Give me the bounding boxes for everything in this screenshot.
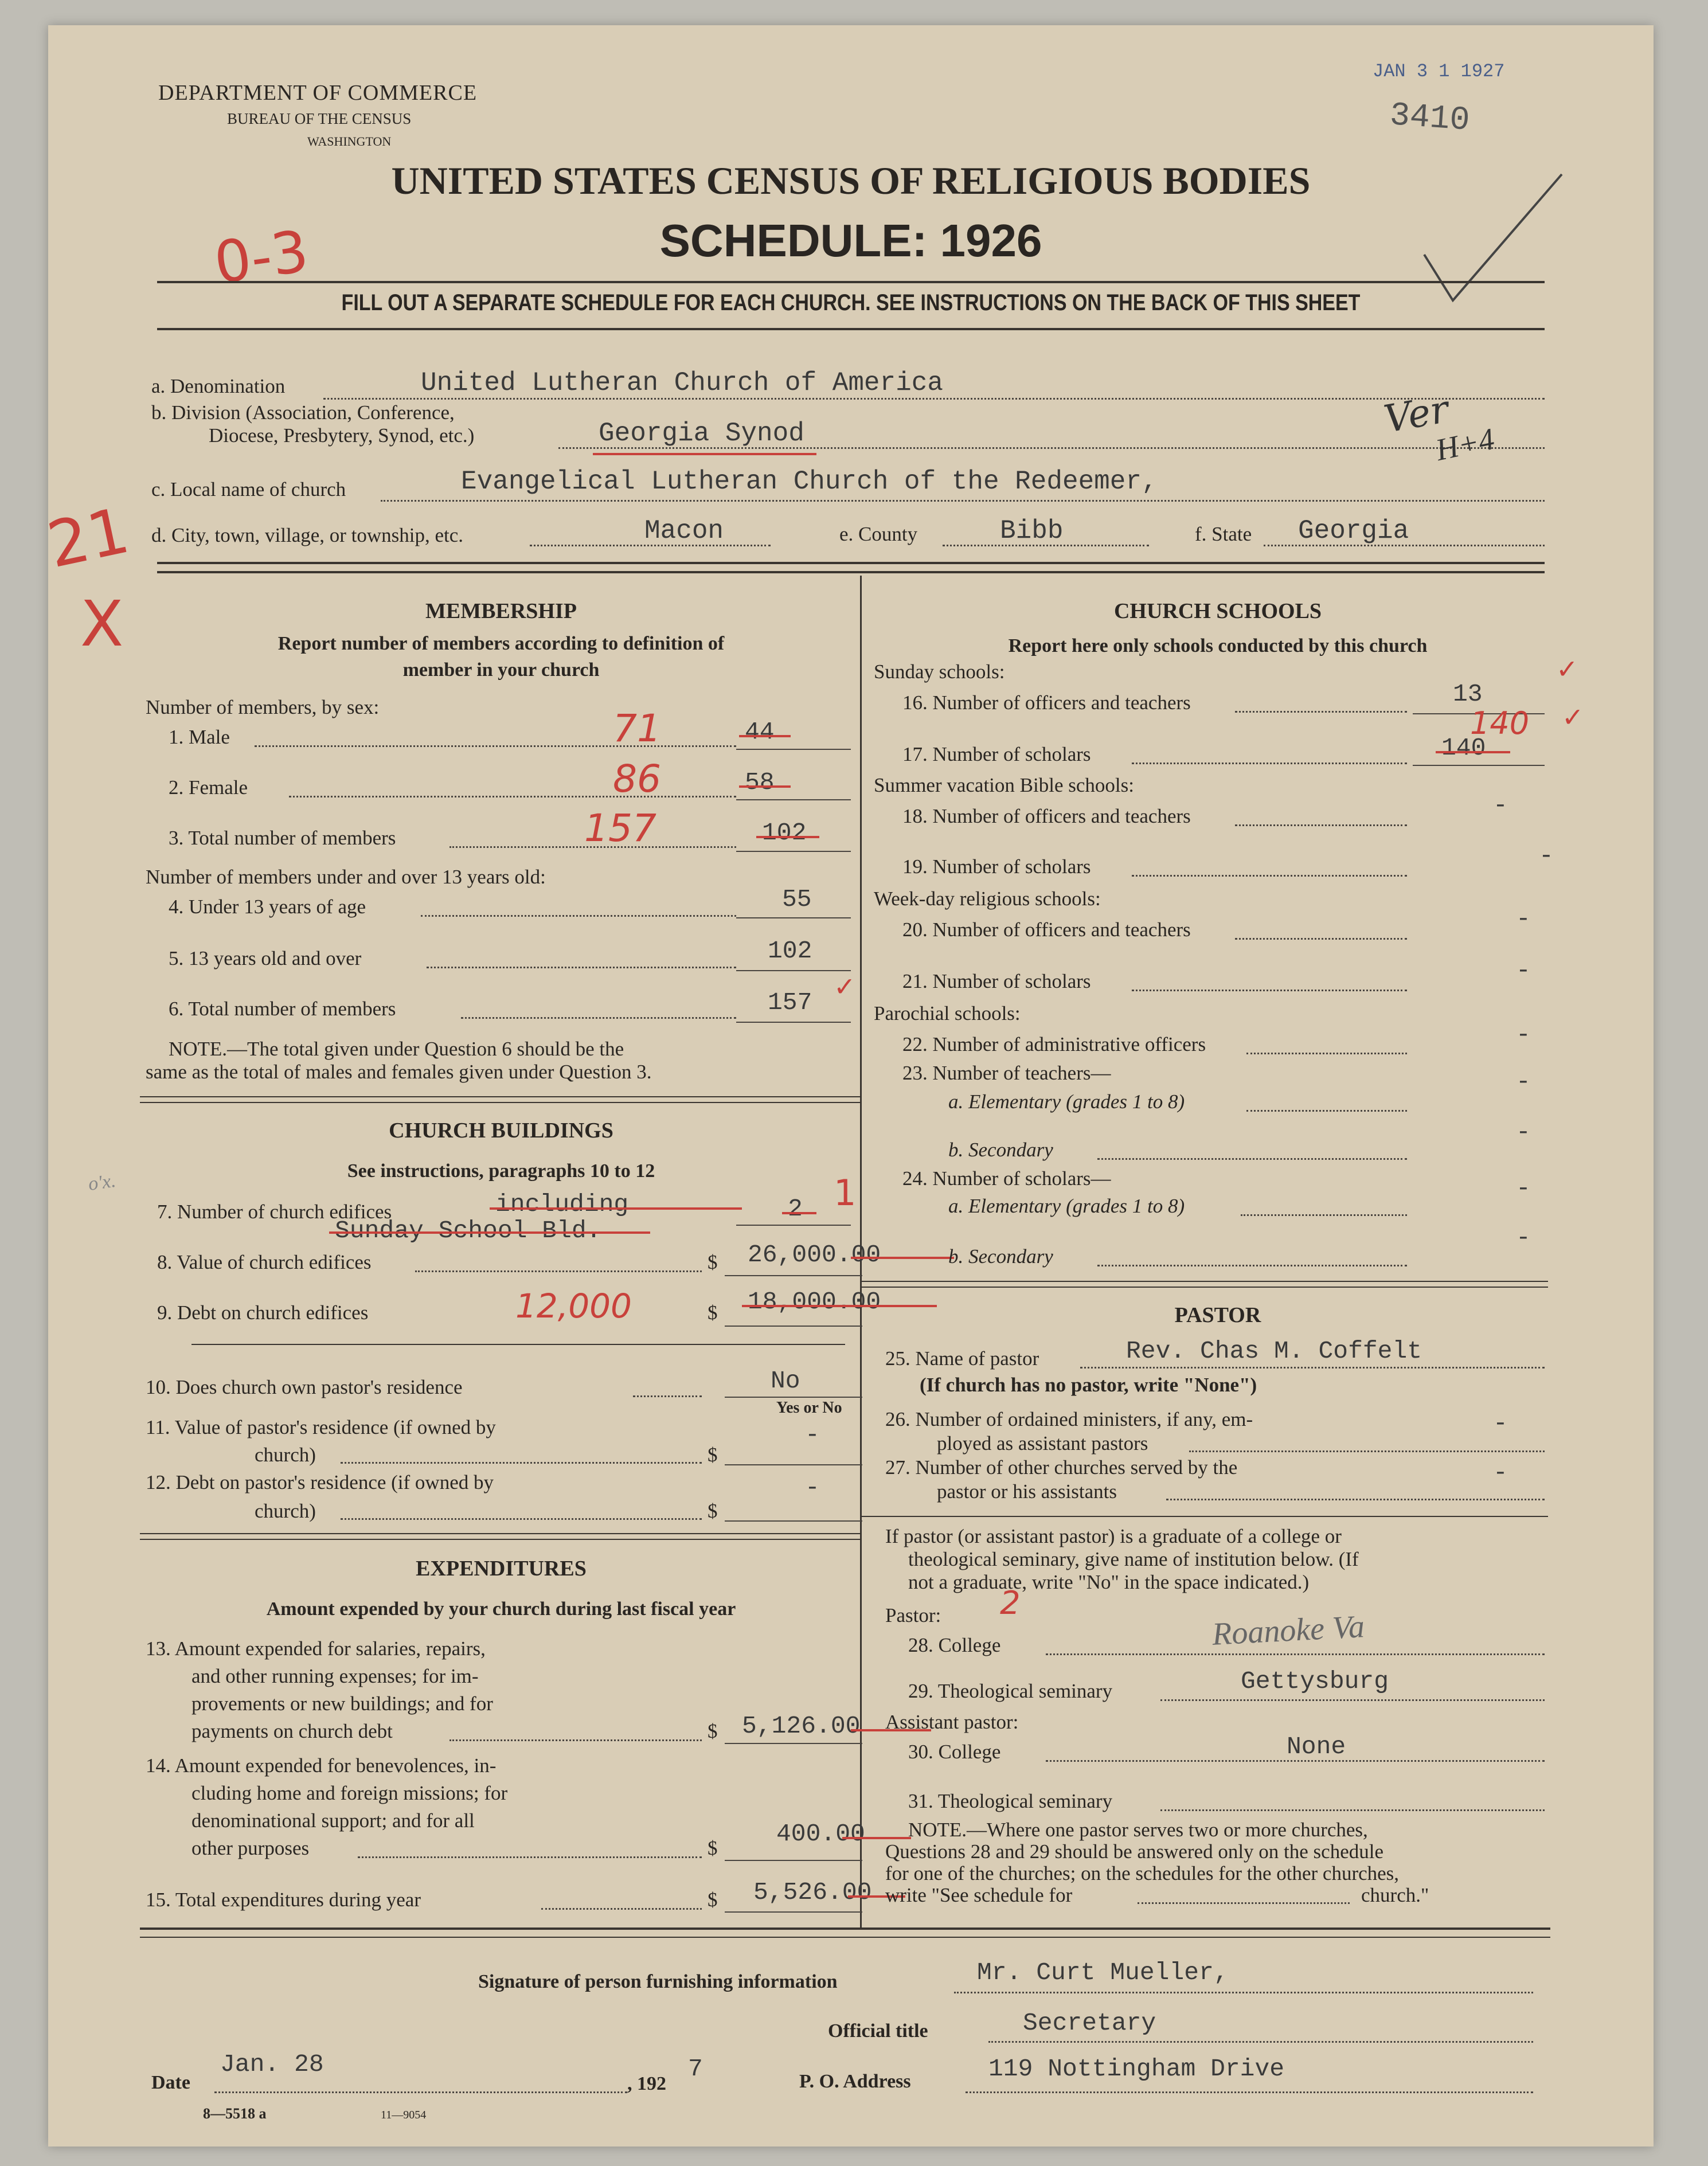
q26-label-1: 26. Number of ordained ministers, if any, em- <box>885 1408 1253 1430</box>
edifice-debt-dollar: $ <box>708 1301 718 1324</box>
male-hand-value: 71 <box>613 706 661 750</box>
q24b-label: b. Secondary <box>948 1245 1053 1268</box>
file-number-stamp: 3410 <box>1388 97 1471 140</box>
q14-value: 400.00 <box>776 1820 865 1848</box>
q18-label: 18. Number of officers and teachers <box>902 805 1191 827</box>
under-13-value: 55 <box>782 885 812 913</box>
q27-label-1: 27. Number of other churches served by the <box>885 1456 1238 1479</box>
city-label: d. City, town, village, or township, etc. <box>151 524 464 546</box>
year-label: , 192 <box>627 2073 666 2094</box>
church-edifices-label: 7. Number of church edifices <box>157 1201 392 1223</box>
q24-label: 24. Number of scholars— <box>902 1167 1111 1190</box>
residence-debt-label-2: church) <box>255 1500 316 1522</box>
assistant-pastor-label: Assistant pastor: <box>885 1711 1019 1733</box>
edifice-value-dollar: $ <box>708 1251 718 1273</box>
edifice-value-value: 26,000.00 <box>748 1241 881 1269</box>
membership-instruction-1: Report number of members according to definition of <box>277 633 725 654</box>
male-label: 1. Male <box>169 726 230 748</box>
margin-ox-note: o'x. <box>87 1170 118 1195</box>
official-title-value: Secretary <box>1023 2009 1156 2037</box>
local-name-value: Evangelical Lutheran Church of the Redeemer, <box>461 467 1158 496</box>
local-name-label: c. Local name of church <box>151 478 346 501</box>
pastor-seminary-label: 29. Theological seminary <box>908 1680 1113 1702</box>
q23a-label: a. Elementary (grades 1 to 8) <box>948 1090 1185 1113</box>
yes-or-no-caption: Yes or No <box>776 1399 842 1417</box>
q15-dollar: $ <box>708 1889 718 1911</box>
parochial-schools-label: Parochial schools: <box>874 1002 1021 1025</box>
q19-value: - <box>1539 842 1554 870</box>
summer-schools-label: Summer vacation Bible schools: <box>874 774 1134 796</box>
membership-heading: MEMBERSHIP <box>425 599 577 623</box>
city-value: Macon <box>644 516 724 546</box>
residence-value-label-2: church) <box>255 1444 316 1466</box>
church-schools-instruction: Report here only schools conducted by this church <box>1008 635 1428 656</box>
q17-typed-value: 140 <box>1441 734 1486 762</box>
q23b-label: b. Secondary <box>948 1139 1053 1161</box>
q21-label: 21. Number of scholars <box>902 970 1091 992</box>
q15-value: 5,526.00 <box>753 1878 872 1906</box>
signature-label: Signature of person furnishing information <box>478 1971 838 1992</box>
edifices-typed-sunday-school: Sunday School Bld. <box>335 1217 601 1245</box>
female-typed-value: 58 <box>745 768 775 796</box>
q23-label: 23. Number of teachers— <box>902 1062 1111 1084</box>
department-heading: DEPARTMENT OF COMMERCE <box>158 81 478 105</box>
residence-debt-label-1: 12. Debt on pastor's residence (if owned by <box>146 1471 494 1493</box>
residence-value-dollar: $ <box>708 1444 718 1466</box>
q14-dollar: $ <box>708 1837 718 1859</box>
q24a-label: a. Elementary (grades 1 to 8) <box>948 1195 1185 1217</box>
pastor-sublabel: Pastor: <box>885 1604 941 1627</box>
q26-label-2: ployed as assistant pastors <box>937 1432 1148 1455</box>
q20-label: 20. Number of officers and teachers <box>902 918 1191 941</box>
official-title-label: Official title <box>828 2020 928 2042</box>
print-number: 11—9054 <box>381 2109 427 2121</box>
division-label-line1: b. Division (Association, Conference, <box>151 401 455 424</box>
residence-debt-dollar: $ <box>708 1500 718 1522</box>
po-address-value: 119 Nottingham Drive <box>988 2055 1285 2083</box>
margin-mark-21: 21 <box>41 493 135 582</box>
q21-value: - <box>1516 956 1531 984</box>
pastor-college-value: Roanoke Va <box>1211 1609 1366 1652</box>
pastor-note-4: write "See schedule for <box>885 1884 1073 1906</box>
signature-value: Mr. Curt Mueller, <box>977 1958 1229 1987</box>
q23a-value: - <box>1516 1068 1531 1096</box>
male-typed-value: 44 <box>745 718 775 746</box>
received-date-stamp: JAN 3 1 1927 <box>1373 61 1505 82</box>
pastor-heading: PASTOR <box>1174 1303 1261 1327</box>
q16-label: 16. Number of officers and teachers <box>902 691 1191 714</box>
q20-value: - <box>1516 905 1531 933</box>
q13-dollar: $ <box>708 1720 718 1742</box>
q17-check-icon: ✓ <box>1562 702 1584 733</box>
assistant-college-label: 30. College <box>908 1741 1001 1763</box>
church-buildings-heading: CHURCH BUILDINGS <box>389 1119 613 1143</box>
residence-debt-value: - <box>805 1473 820 1502</box>
county-value: Bibb <box>1000 516 1064 546</box>
q23b-value: - <box>1516 1118 1531 1146</box>
graduate-note-2: theological seminary, give name of institution below. (If <box>908 1548 1359 1570</box>
state-label: f. State <box>1195 523 1252 545</box>
edifice-debt-typed-value: 18,000.00 <box>748 1288 881 1316</box>
members-by-sex-label: Number of members, by sex: <box>146 696 380 718</box>
pastor-note-3: for one of the churches; on the schedules for the other churches, <box>885 1862 1400 1885</box>
assistant-college-value: None <box>1287 1733 1346 1761</box>
year-value: 7 <box>688 2055 703 2083</box>
residence-value-label-1: 11. Value of pastor's residence (if owned by <box>146 1416 496 1438</box>
q16-value: 13 <box>1453 680 1483 708</box>
over-13-value: 102 <box>768 937 812 965</box>
pastor-note-2: Questions 28 and 29 should be answered only on the schedule <box>885 1840 1384 1863</box>
margin-mark-x: X <box>80 587 124 660</box>
edifice-debt-label: 9. Debt on church edifices <box>157 1301 369 1324</box>
edifices-new-count: 1 <box>834 1172 857 1214</box>
graduate-note-1: If pastor (or assistant pastor) is a graduate of a college or <box>885 1525 1342 1547</box>
schedule-title: SCHEDULE: 1926 <box>659 215 1042 266</box>
church-buildings-instruction: See instructions, paragraphs 10 to 12 <box>347 1160 655 1182</box>
church-schools-heading: CHURCH SCHOOLS <box>1113 599 1322 623</box>
form-number: 8—5518 a <box>203 2105 267 2122</box>
q17-label: 17. Number of scholars <box>902 743 1091 765</box>
residence-value-value: - <box>805 1421 820 1449</box>
female-hand-value: 86 <box>613 757 661 801</box>
pastor-seminary-value: Gettysburg <box>1241 1667 1389 1695</box>
q24b-value: - <box>1516 1223 1531 1252</box>
po-address-label: P. O. Address <box>799 2071 911 2092</box>
total-members-label: 3. Total number of members <box>169 827 396 849</box>
q13-value: 5,126.00 <box>742 1712 861 1740</box>
graduate-note-3: not a graduate, write "No" in the space indicated.) <box>908 1571 1310 1593</box>
q13-label-3: provements or new buildings; and for <box>191 1692 493 1715</box>
q27-value: - <box>1493 1459 1508 1487</box>
q13-label-1: 13. Amount expended for salaries, repairs, <box>146 1637 486 1660</box>
date-value: Jan. 28 <box>220 2050 324 2078</box>
bureau-heading: BUREAU OF THE CENSUS <box>227 110 412 127</box>
q22-label: 22. Number of administrative officers <box>902 1033 1206 1055</box>
pastor-college-label: 28. College <box>908 1634 1001 1656</box>
denomination-value: United Lutheran Church of America <box>421 368 943 398</box>
owns-residence-value: No <box>771 1367 800 1395</box>
date-label: Date <box>151 2072 190 2093</box>
edifice-debt-hand-value: 12,000 <box>515 1287 632 1326</box>
state-value: Georgia <box>1298 516 1409 546</box>
membership-note-1: NOTE.—The total given under Question 6 should be the <box>169 1038 624 1060</box>
division-value: Georgia Synod <box>599 419 804 448</box>
q14-label-4: other purposes <box>191 1837 310 1859</box>
q13-label-4: payments on church debt <box>191 1720 393 1742</box>
division-red-underline <box>593 453 816 455</box>
pastor-note-1: NOTE.—Where one pastor serves two or more churches, <box>908 1819 1368 1841</box>
q24a-value: - <box>1516 1174 1531 1202</box>
under-over-label: Number of members under and over 13 years old: <box>146 866 546 888</box>
assistant-seminary-label: 31. Theological seminary <box>908 1790 1113 1812</box>
edifices-typed-including: including <box>495 1190 629 1218</box>
pastor-name-value: Rev. Chas M. Coffelt <box>1126 1337 1422 1365</box>
denomination-label: a. Denomination <box>151 375 286 397</box>
total-members-hand-value: 157 <box>584 806 656 850</box>
q19-label: 19. Number of scholars <box>902 855 1091 878</box>
owns-residence-label: 10. Does church own pastor's residence <box>146 1376 463 1398</box>
separate-schedule-instruction: FILL OUT A SEPARATE SCHEDULE FOR EACH CHURCH. SEE INSTRUCTIONS ON THE BACK OF THIS SHEET <box>341 290 1361 315</box>
edifice-value-label: 8. Value of church edifices <box>157 1251 372 1273</box>
q14-label-2: cluding home and foreign missions; for <box>191 1782 508 1804</box>
pastor-name-label: 25. Name of pastor <box>885 1347 1039 1370</box>
total-members-typed-value: 102 <box>762 819 807 847</box>
expenditures-heading: EXPENDITURES <box>416 1557 587 1581</box>
membership-note-2: same as the total of males and females given under Question 3. <box>146 1061 652 1083</box>
membership-instruction-2: member in your church <box>402 659 600 681</box>
q14-label-1: 14. Amount expended for benevolences, in- <box>146 1754 497 1777</box>
pastor-name-note: (If church has no pastor, write "None") <box>920 1374 1257 1396</box>
county-label: e. County <box>839 523 918 545</box>
q15-label: 15. Total expenditures during year <box>146 1889 421 1911</box>
total-members-6-value: 157 <box>768 988 812 1016</box>
q26-value: - <box>1493 1409 1508 1437</box>
q18-value: - <box>1493 791 1508 819</box>
sunday-schools-label: Sunday schools: <box>874 660 1005 683</box>
total-members-check-icon: ✓ <box>834 971 856 1002</box>
pastor-note-5: church." <box>1361 1884 1429 1906</box>
q27-label-2: pastor or his assistants <box>937 1480 1117 1503</box>
q13-label-2: and other running expenses; for im- <box>191 1665 479 1687</box>
edifices-old-count: 2 <box>788 1195 803 1223</box>
q16-check-icon: ✓ <box>1556 654 1578 685</box>
census-form-sheet <box>41 25 1654 2147</box>
over-13-label: 5. 13 years old and over <box>169 947 362 969</box>
margin-mark-0-3: 0-3 <box>210 217 312 297</box>
handwritten-ver-note: Ver <box>1381 386 1452 442</box>
division-label-line2: Diocese, Presbytery, Synod, etc.) <box>209 424 475 447</box>
city-heading: WASHINGTON <box>307 134 392 148</box>
q17-hand-value: 140 <box>1470 705 1530 741</box>
under-13-label: 4. Under 13 years of age <box>169 896 366 918</box>
female-label: 2. Female <box>169 776 248 799</box>
expenditures-instruction: Amount expended by your church during last fiscal year <box>266 1598 736 1620</box>
q22-value: - <box>1516 1021 1531 1049</box>
total-members-6-label: 6. Total number of members <box>169 998 396 1020</box>
weekday-schools-label: Week-day religious schools: <box>874 887 1101 910</box>
form-title: UNITED STATES CENSUS OF RELIGIOUS BODIES <box>391 159 1311 202</box>
pastor-hand-mark: 2 <box>1000 1585 1021 1622</box>
handwritten-h-note: H+4 <box>1432 421 1498 467</box>
q14-label-3: denominational support; and for all <box>191 1809 475 1832</box>
